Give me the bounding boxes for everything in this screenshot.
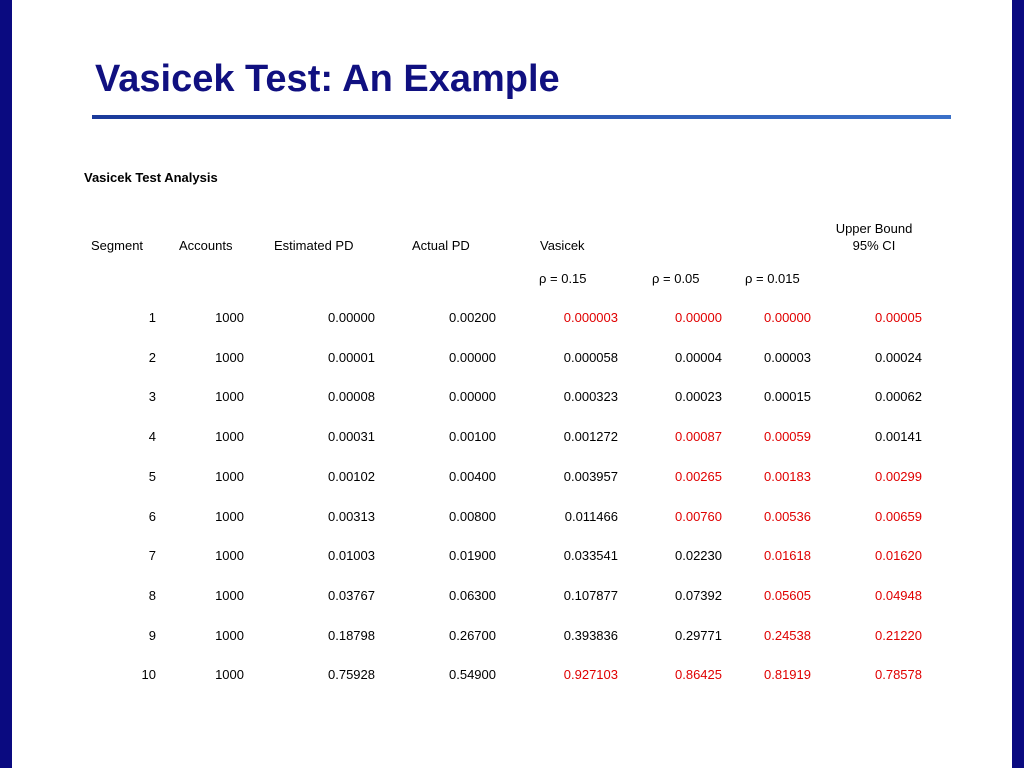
cell-vasicek-rho-3: 0.24538	[764, 628, 811, 643]
cell-vasicek-rho-3: 0.81919	[764, 667, 811, 682]
cell-accounts: 1000	[215, 469, 244, 484]
cell-upper-bound: 0.21220	[875, 628, 922, 643]
cell-upper-bound: 0.01620	[875, 548, 922, 563]
table-caption: Vasicek Test Analysis	[84, 170, 218, 185]
header-rho-2: ρ = 0.05	[652, 271, 700, 286]
cell-segment: 1	[148, 310, 156, 325]
cell-estimated-pd: 0.00313	[328, 509, 375, 524]
cell-vasicek-rho-3: 0.00000	[764, 310, 811, 325]
header-estimated-pd: Estimated PD	[274, 238, 354, 253]
cell-vasicek-rho-1: 0.003957	[563, 469, 618, 484]
cell-vasicek-rho-3: 0.00183	[764, 469, 811, 484]
title-divider	[92, 115, 951, 119]
cell-estimated-pd: 0.00001	[328, 350, 375, 365]
cell-actual-pd: 0.00100	[449, 429, 496, 444]
cell-accounts: 1000	[215, 310, 244, 325]
cell-vasicek-rho-1: 0.033541	[563, 548, 618, 563]
cell-upper-bound: 0.04948	[875, 588, 922, 603]
cell-upper-bound: 0.00024	[875, 350, 922, 365]
cell-segment: 4	[148, 429, 156, 444]
cell-actual-pd: 0.01900	[449, 548, 496, 563]
header-accounts: Accounts	[179, 238, 233, 253]
cell-segment: 9	[148, 628, 156, 643]
cell-upper-bound: 0.78578	[875, 667, 922, 682]
cell-estimated-pd: 0.01003	[328, 548, 375, 563]
cell-vasicek-rho-2: 0.86425	[675, 667, 722, 682]
cell-upper-bound: 0.00659	[875, 509, 922, 524]
header-vasicek: Vasicek	[540, 238, 585, 253]
slide-title: Vasicek Test: An Example	[95, 58, 560, 100]
cell-actual-pd: 0.54900	[449, 667, 496, 682]
header-upper-bound-ci: 95% CI	[852, 238, 896, 253]
cell-segment: 2	[148, 350, 156, 365]
cell-vasicek-rho-1: 0.001272	[563, 429, 618, 444]
cell-vasicek-rho-1: 0.927103	[563, 667, 618, 682]
cell-vasicek-rho-1: 0.011466	[564, 509, 618, 524]
slide-frame-left	[0, 0, 12, 768]
cell-upper-bound: 0.00299	[875, 469, 922, 484]
cell-actual-pd: 0.00800	[449, 509, 496, 524]
cell-estimated-pd: 0.18798	[328, 628, 375, 643]
header-segment: Segment	[91, 238, 144, 253]
cell-segment: 7	[148, 548, 156, 563]
cell-accounts: 1000	[215, 667, 244, 682]
header-actual-pd: Actual PD	[412, 238, 470, 253]
cell-vasicek-rho-2: 0.00000	[675, 310, 722, 325]
cell-segment: 3	[148, 389, 156, 404]
cell-actual-pd: 0.00000	[449, 389, 496, 404]
cell-upper-bound: 0.00005	[875, 310, 922, 325]
cell-vasicek-rho-1: 0.393836	[563, 628, 618, 643]
cell-vasicek-rho-3: 0.00536	[764, 509, 811, 524]
cell-segment: 10	[141, 667, 156, 682]
cell-vasicek-rho-2: 0.02230	[675, 548, 722, 563]
cell-upper-bound: 0.00062	[875, 389, 922, 404]
cell-vasicek-rho-1: 0.000058	[563, 350, 618, 365]
cell-vasicek-rho-3: 0.00003	[764, 350, 811, 365]
cell-estimated-pd: 0.00000	[328, 310, 375, 325]
header-rho-3: ρ = 0.015	[745, 271, 800, 286]
cell-vasicek-rho-2: 0.00087	[675, 429, 722, 444]
cell-vasicek-rho-3: 0.00059	[764, 429, 811, 444]
cell-actual-pd: 0.06300	[449, 588, 496, 603]
cell-segment: 6	[148, 509, 156, 524]
cell-accounts: 1000	[215, 389, 244, 404]
cell-estimated-pd: 0.00031	[328, 429, 375, 444]
cell-vasicek-rho-2: 0.29771	[675, 628, 722, 643]
header-rho-1: ρ = 0.15	[539, 271, 587, 286]
cell-actual-pd: 0.00200	[449, 310, 496, 325]
cell-accounts: 1000	[215, 588, 244, 603]
cell-actual-pd: 0.26700	[449, 628, 496, 643]
cell-segment: 5	[148, 469, 156, 484]
cell-estimated-pd: 0.00008	[328, 389, 375, 404]
cell-accounts: 1000	[215, 429, 244, 444]
cell-vasicek-rho-1: 0.000323	[563, 389, 618, 404]
cell-vasicek-rho-2: 0.07392	[675, 588, 722, 603]
header-upper-bound: Upper Bound	[835, 221, 913, 236]
cell-accounts: 1000	[215, 628, 244, 643]
cell-estimated-pd: 0.00102	[328, 469, 375, 484]
cell-vasicek-rho-2: 0.00760	[675, 509, 722, 524]
cell-accounts: 1000	[215, 509, 244, 524]
cell-accounts: 1000	[215, 548, 244, 563]
cell-vasicek-rho-2: 0.00265	[675, 469, 722, 484]
cell-actual-pd: 0.00400	[449, 469, 496, 484]
cell-accounts: 1000	[215, 350, 244, 365]
cell-estimated-pd: 0.03767	[328, 588, 375, 603]
cell-vasicek-rho-2: 0.00004	[675, 350, 722, 365]
cell-vasicek-rho-3: 0.05605	[764, 588, 811, 603]
slide-frame-right	[1012, 0, 1024, 768]
cell-actual-pd: 0.00000	[449, 350, 496, 365]
cell-segment: 8	[148, 588, 156, 603]
cell-vasicek-rho-2: 0.00023	[675, 389, 722, 404]
cell-vasicek-rho-1: 0.107877	[563, 588, 618, 603]
cell-vasicek-rho-3: 0.01618	[764, 548, 811, 563]
cell-vasicek-rho-3: 0.00015	[764, 389, 811, 404]
cell-estimated-pd: 0.75928	[328, 667, 375, 682]
cell-vasicek-rho-1: 0.000003	[563, 310, 618, 325]
cell-upper-bound: 0.00141	[875, 429, 922, 444]
